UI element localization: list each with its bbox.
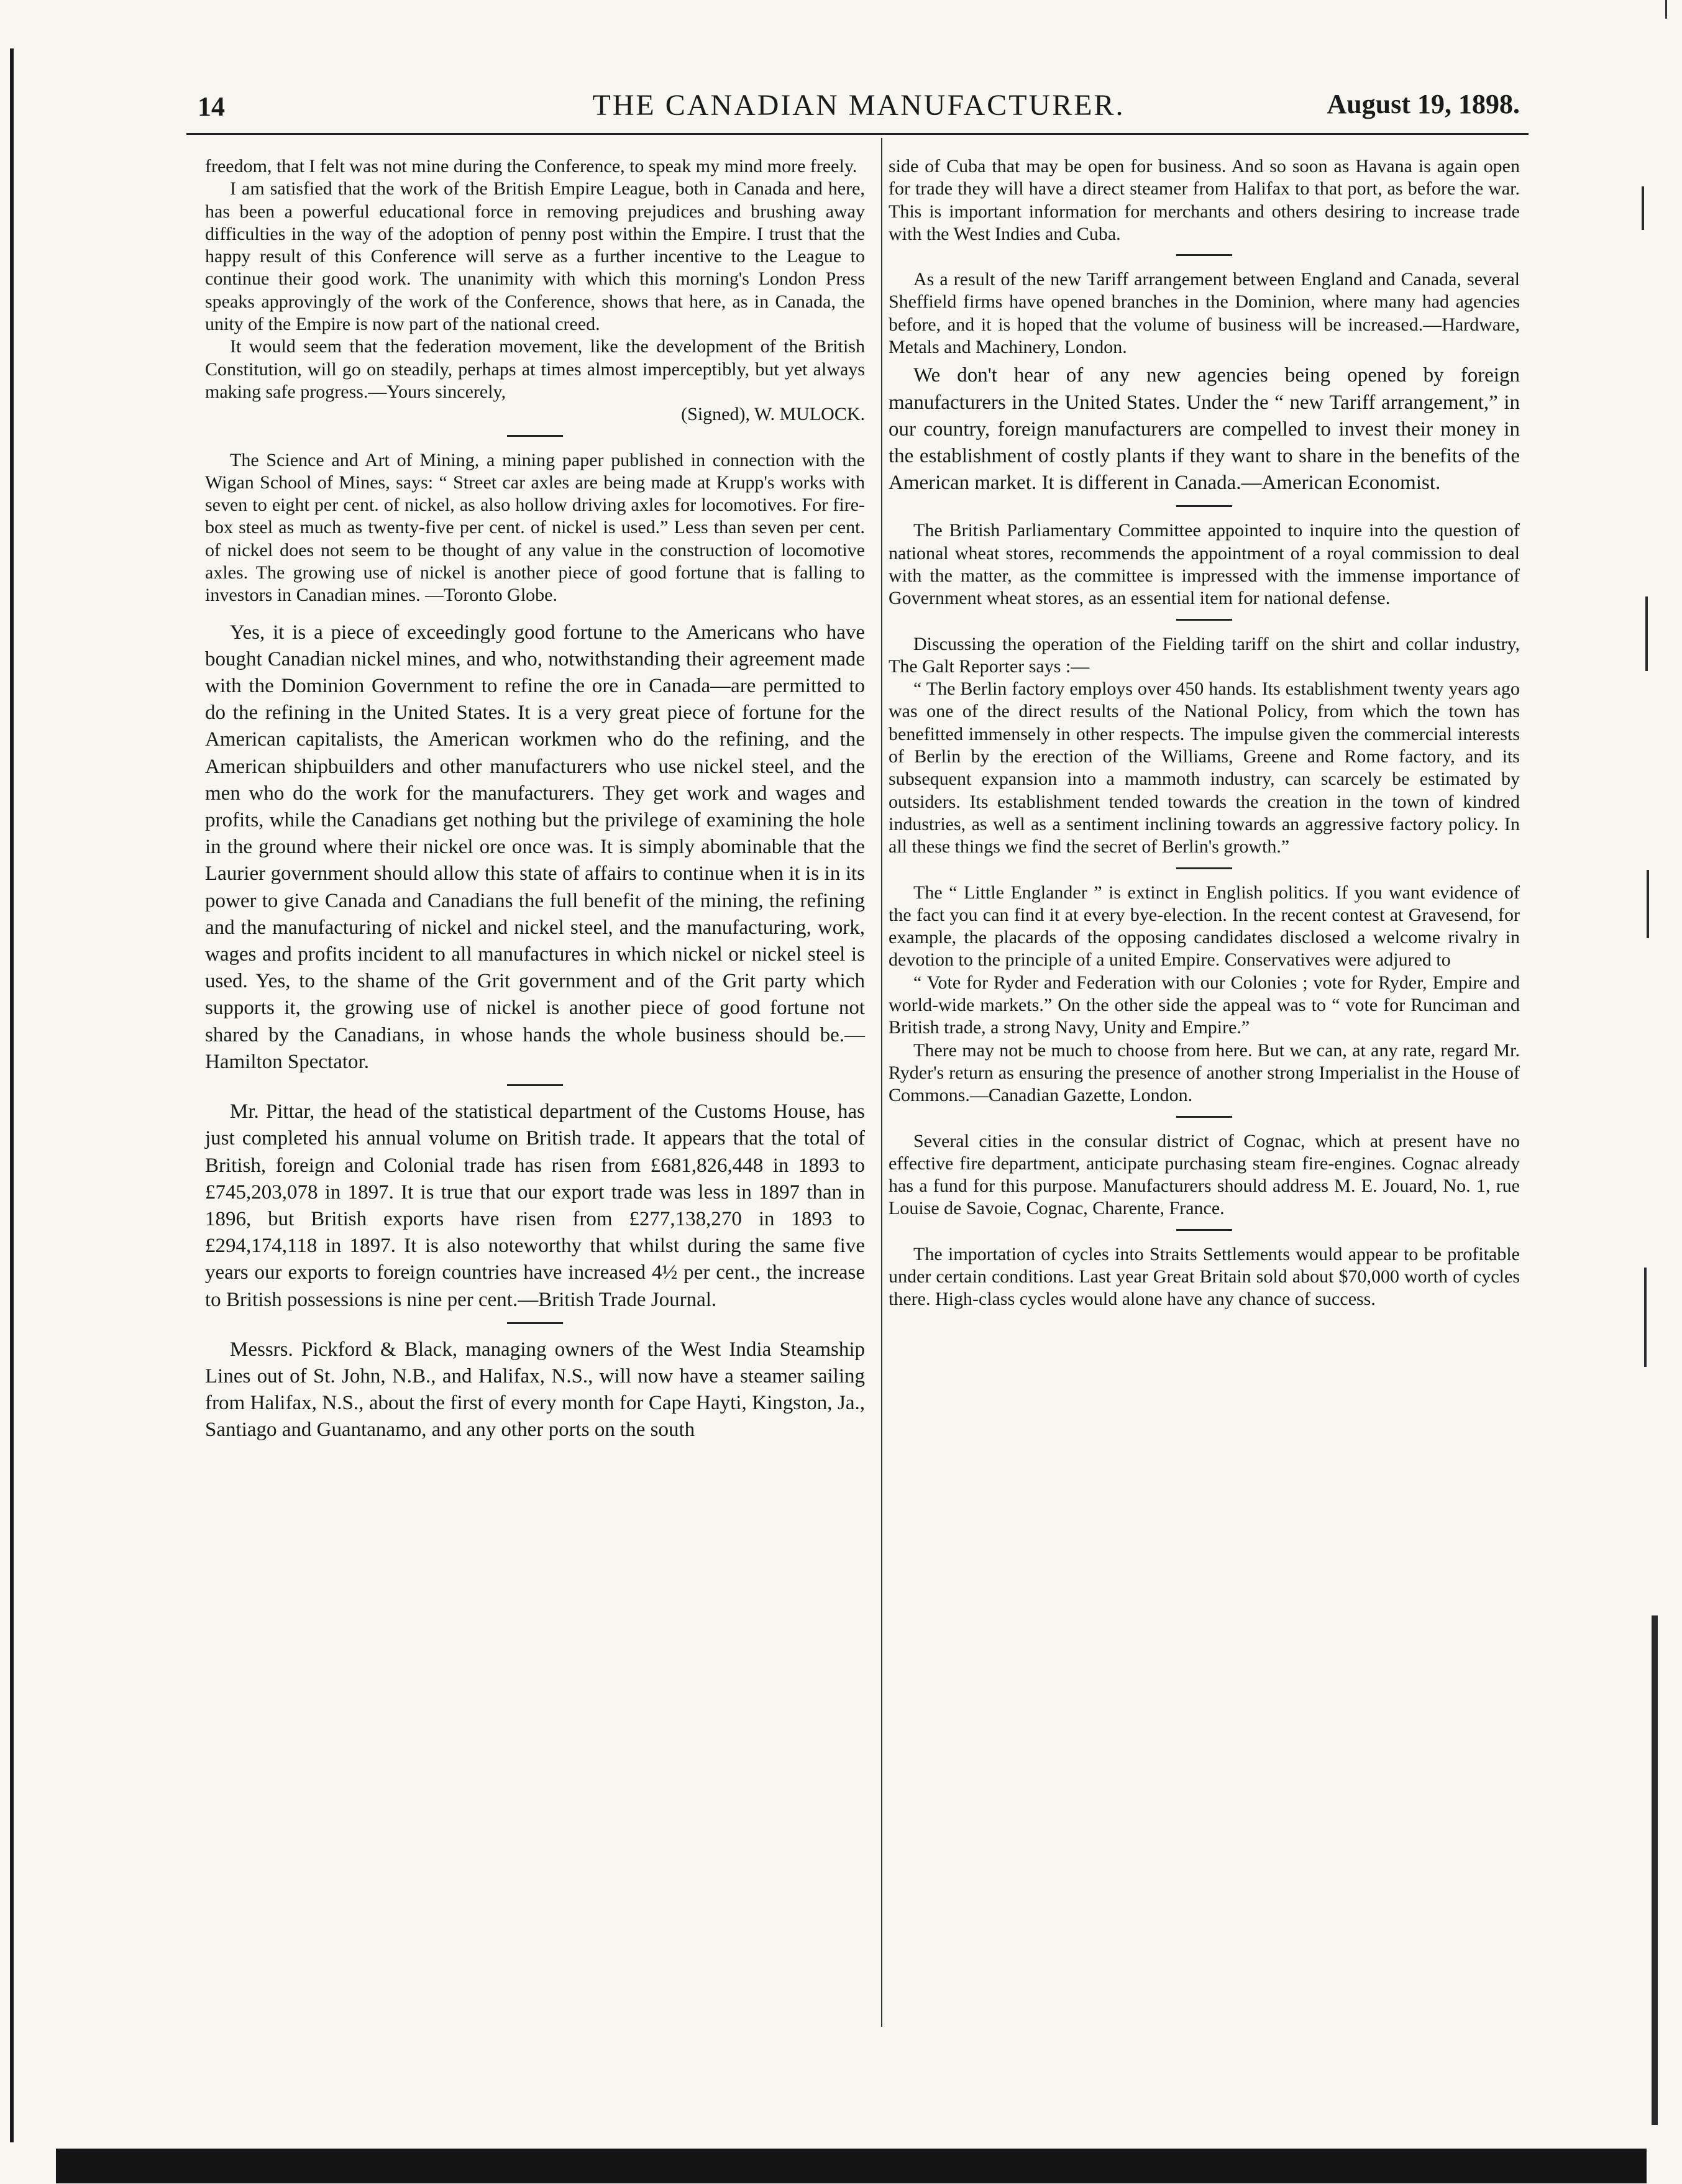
article-paragraph: It would seem that the federation movement, like the development of the British Constitution, will go on steadily, perhaps at times almost imperceptibly, but yet always making safe progress.—Yours sincerely, bbox=[205, 336, 865, 402]
binding-edge-rule bbox=[10, 48, 14, 2142]
section-separator bbox=[1176, 505, 1232, 507]
section-separator bbox=[507, 1322, 563, 1324]
section-separator bbox=[1176, 1116, 1232, 1118]
margin-mark bbox=[1647, 870, 1649, 938]
article-paragraph: I am satisfied that the work of the British Empire League, both in Canada and here, has been a powerful educational force in removing prejudices and brushing away difficulties in the way of the adoption of penny post within the Empire. I trust that the happy result of this Conference will serve as a further incentive to the League to continue their good work. The unanimity with which this morning's London Press speaks approvingly of the work of the Conference, shows that here, as in Canada, the unity of the Empire is now part of the national creed. bbox=[205, 178, 865, 335]
page-header bbox=[198, 86, 1520, 129]
article-paragraph: “ Vote for Ryder and Federation with our Colonies ; vote for Ryder, Empire and world-wide markets.” On the other side the appeal was to “ vote for Runciman and British trade, a strong Navy, Unity and Empire.” bbox=[889, 972, 1520, 1038]
margin-mark bbox=[1652, 1615, 1658, 2125]
article-paragraph: The British Parliamentary Committee appointed to inquire into the question of national wheat stores, recommends the appointment of a royal commission to deal with the matter, as the committee is impressed with the immense importance of Government wheat stores, as an essential item for national defense. bbox=[889, 520, 1520, 609]
section-separator bbox=[1176, 254, 1232, 256]
article-paragraph: We don't hear of any new agencies being opened by foreign manufacturers in the United States. Under the “ new Tariff arrangement,” in our country, foreign manufacturers are compelled to invest their money in the establishment of costly plants if they want to share in the benefits of the American market. It is different in Canada.—American Economist. bbox=[889, 364, 1520, 495]
header-rule bbox=[186, 133, 1529, 135]
article-paragraph: As a result of the new Tariff arrangement between England and Canada, several Sheffield firms have opened branches in the Dominion, where many had agencies before, and it is hoped that the volume of business will be increased.—Hardware, Metals and Machinery, London. bbox=[889, 269, 1520, 358]
article-paragraph: “ The Berlin factory employs over 450 hands. Its establishment twenty years ago was one of the direct results of the National Policy, from which the town has benefitted immensely in other respects. The impulse given the commercial interests of Berlin by the erection of the Williams, Greene and Rome factory, and its subsequent expansion into a mammoth industry, can scarcely be estimated by outsiders. Its establishment tended towards the creation in the town of kindred industries, as well as a sentiment inclining towards an aggressive factory policy. In all these things we find the secret of Berlin's growth.” bbox=[889, 679, 1520, 857]
section-separator bbox=[1176, 619, 1232, 621]
right-column bbox=[889, 155, 1520, 1311]
issue-date: August 19, 1898. bbox=[1327, 89, 1520, 119]
signature-line: (Signed), W. MULOCK. bbox=[681, 404, 865, 425]
section-separator bbox=[507, 435, 563, 437]
article-paragraph: Discussing the operation of the Fielding tariff on the shirt and collar industry, The Galt Reporter says :— bbox=[889, 633, 1520, 677]
section-separator bbox=[507, 1084, 563, 1086]
column-divider bbox=[881, 138, 882, 2027]
margin-mark bbox=[1644, 1268, 1647, 1367]
page-number: 14 bbox=[198, 91, 225, 122]
section-separator bbox=[1176, 867, 1232, 869]
left-column bbox=[205, 155, 865, 1444]
section-separator bbox=[1176, 1229, 1232, 1231]
article-paragraph: The “ Little Englander ” is extinct in English politics. If you want evidence of the fact you can find it at every bye-election. In the recent contest at Gravesend, for example, the placards of the opposing candidates disclosed a welcome rivalry in devotion to the principle of a united Empire. Conservatives were adjured to bbox=[889, 882, 1520, 971]
article-paragraph: Mr. Pittar, the head of the statistical department of the Customs House, has just completed his annual volume on British trade. It appears that the total of British, foreign and Colonial trade has risen from £681,826,448 in 1893 to £745,203,078 in 1897. It is true that our export trade was less in 1897 than in 1896, but British exports have risen from £277,138,270 in 1893 to £294,174,118 in 1897. It is also noteworthy that whilst during the same five years our exports to foreign countries have increased 4½ per cent., the increase to British possessions is nine per cent.—British Trade Journal. bbox=[205, 1100, 865, 1311]
margin-mark bbox=[1642, 186, 1644, 230]
article-paragraph: Yes, it is a piece of exceedingly good fortune to the Americans who have bought Canadian nickel mines, and who, notwithstanding their agreement made with the Dominion Government to refine the ore in Canada—are permitted to do the refining in the United States. It is a very great piece of fortune for the American capitalists, the American workmen who do the refining, and the American shipbuilders and other manufacturers who use nickel steel, and the men who do the work for the manufacturers. They get work and wages and profits, while the Canadians get nothing but the privilege of examining the hole in the ground where their nickel ore once was. It is simply abominable that the Laurier government should allow this state of affairs to continue when it is in its power to give Canada and Canadians the full benefit of the mining, the refining and the manufacturing of nickel and nickel steel, and the manufacturing, work, wages and profits incident to all manufactures in which nickel or nickel steel is used. Yes, to the shame of the Grit government and of the Grit party which supports it, the growing use of nickel is another piece of good fortune not shared by the Canadians, in whose hands the whole business should be.—Hamilton Spectator. bbox=[205, 621, 865, 1073]
article-paragraph: Several cities in the consular district of Cognac, which at present have no effective fire department, anticipate purchasing steam fire-engines. Cognac already has a fund for this purpose. Manufacturers should address M. E. Jouard, No. 1, rue Louise de Savoie, Cognac, Charente, France. bbox=[889, 1130, 1520, 1219]
article-paragraph: freedom, that I felt was not mine during the Conference, to speak my mind more freely. bbox=[205, 156, 857, 176]
article-paragraph: There may not be much to choose from here. But we can, at any rate, regard Mr. Ryder's return as ensuring the presence of another strong Imperialist in the House of Commons.—Canadian Gazette, London. bbox=[889, 1039, 1520, 1106]
article-paragraph: The importation of cycles into Straits Settlements would appear to be profitable under certain conditions. Last year Great Britain sold about $70,000 worth of cycles there. High-class cycles would alone have any chance of success. bbox=[889, 1243, 1520, 1310]
journal-title: THE CANADIAN MANUFACTURER. bbox=[592, 89, 1125, 122]
margin-mark bbox=[1645, 596, 1648, 671]
article-paragraph: The Science and Art of Mining, a mining paper published in connection with the Wigan School of Mines, says: “ Street car axles are being made at Krupp's works with seven to eight per cent. of nickel, as also hollow driving axles for locomotives. For fire-box steel as much as twenty-five per cent. of nickel is used.” Less than seven per cent. of nickel does not seem to be thought of any value in the construction of locomotive axles. The growing use of nickel is another piece of good fortune that is falling to investors in Canadian mines. —Toronto Globe. bbox=[205, 449, 865, 606]
page-bottom-bar bbox=[56, 2149, 1647, 2183]
article-paragraph: side of Cuba that may be open for business. And so soon as Havana is again open for trade they will have a direct steamer from Halifax to that port, as before the war. This is important information for merchants and others desiring to increase trade with the West Indies and Cuba. bbox=[889, 156, 1520, 244]
article-paragraph: Messrs. Pickford & Black, managing owners of the West India Steamship Lines out of St. John, N.B., and Halifax, N.S., will now have a steamer sailing from Halifax, N.S., about the first of every month for Cape Hayti, Kingston, Ja., Santiago and Guantanamo, and any other ports on the south bbox=[205, 1338, 865, 1442]
scan-mark bbox=[1665, 0, 1667, 19]
